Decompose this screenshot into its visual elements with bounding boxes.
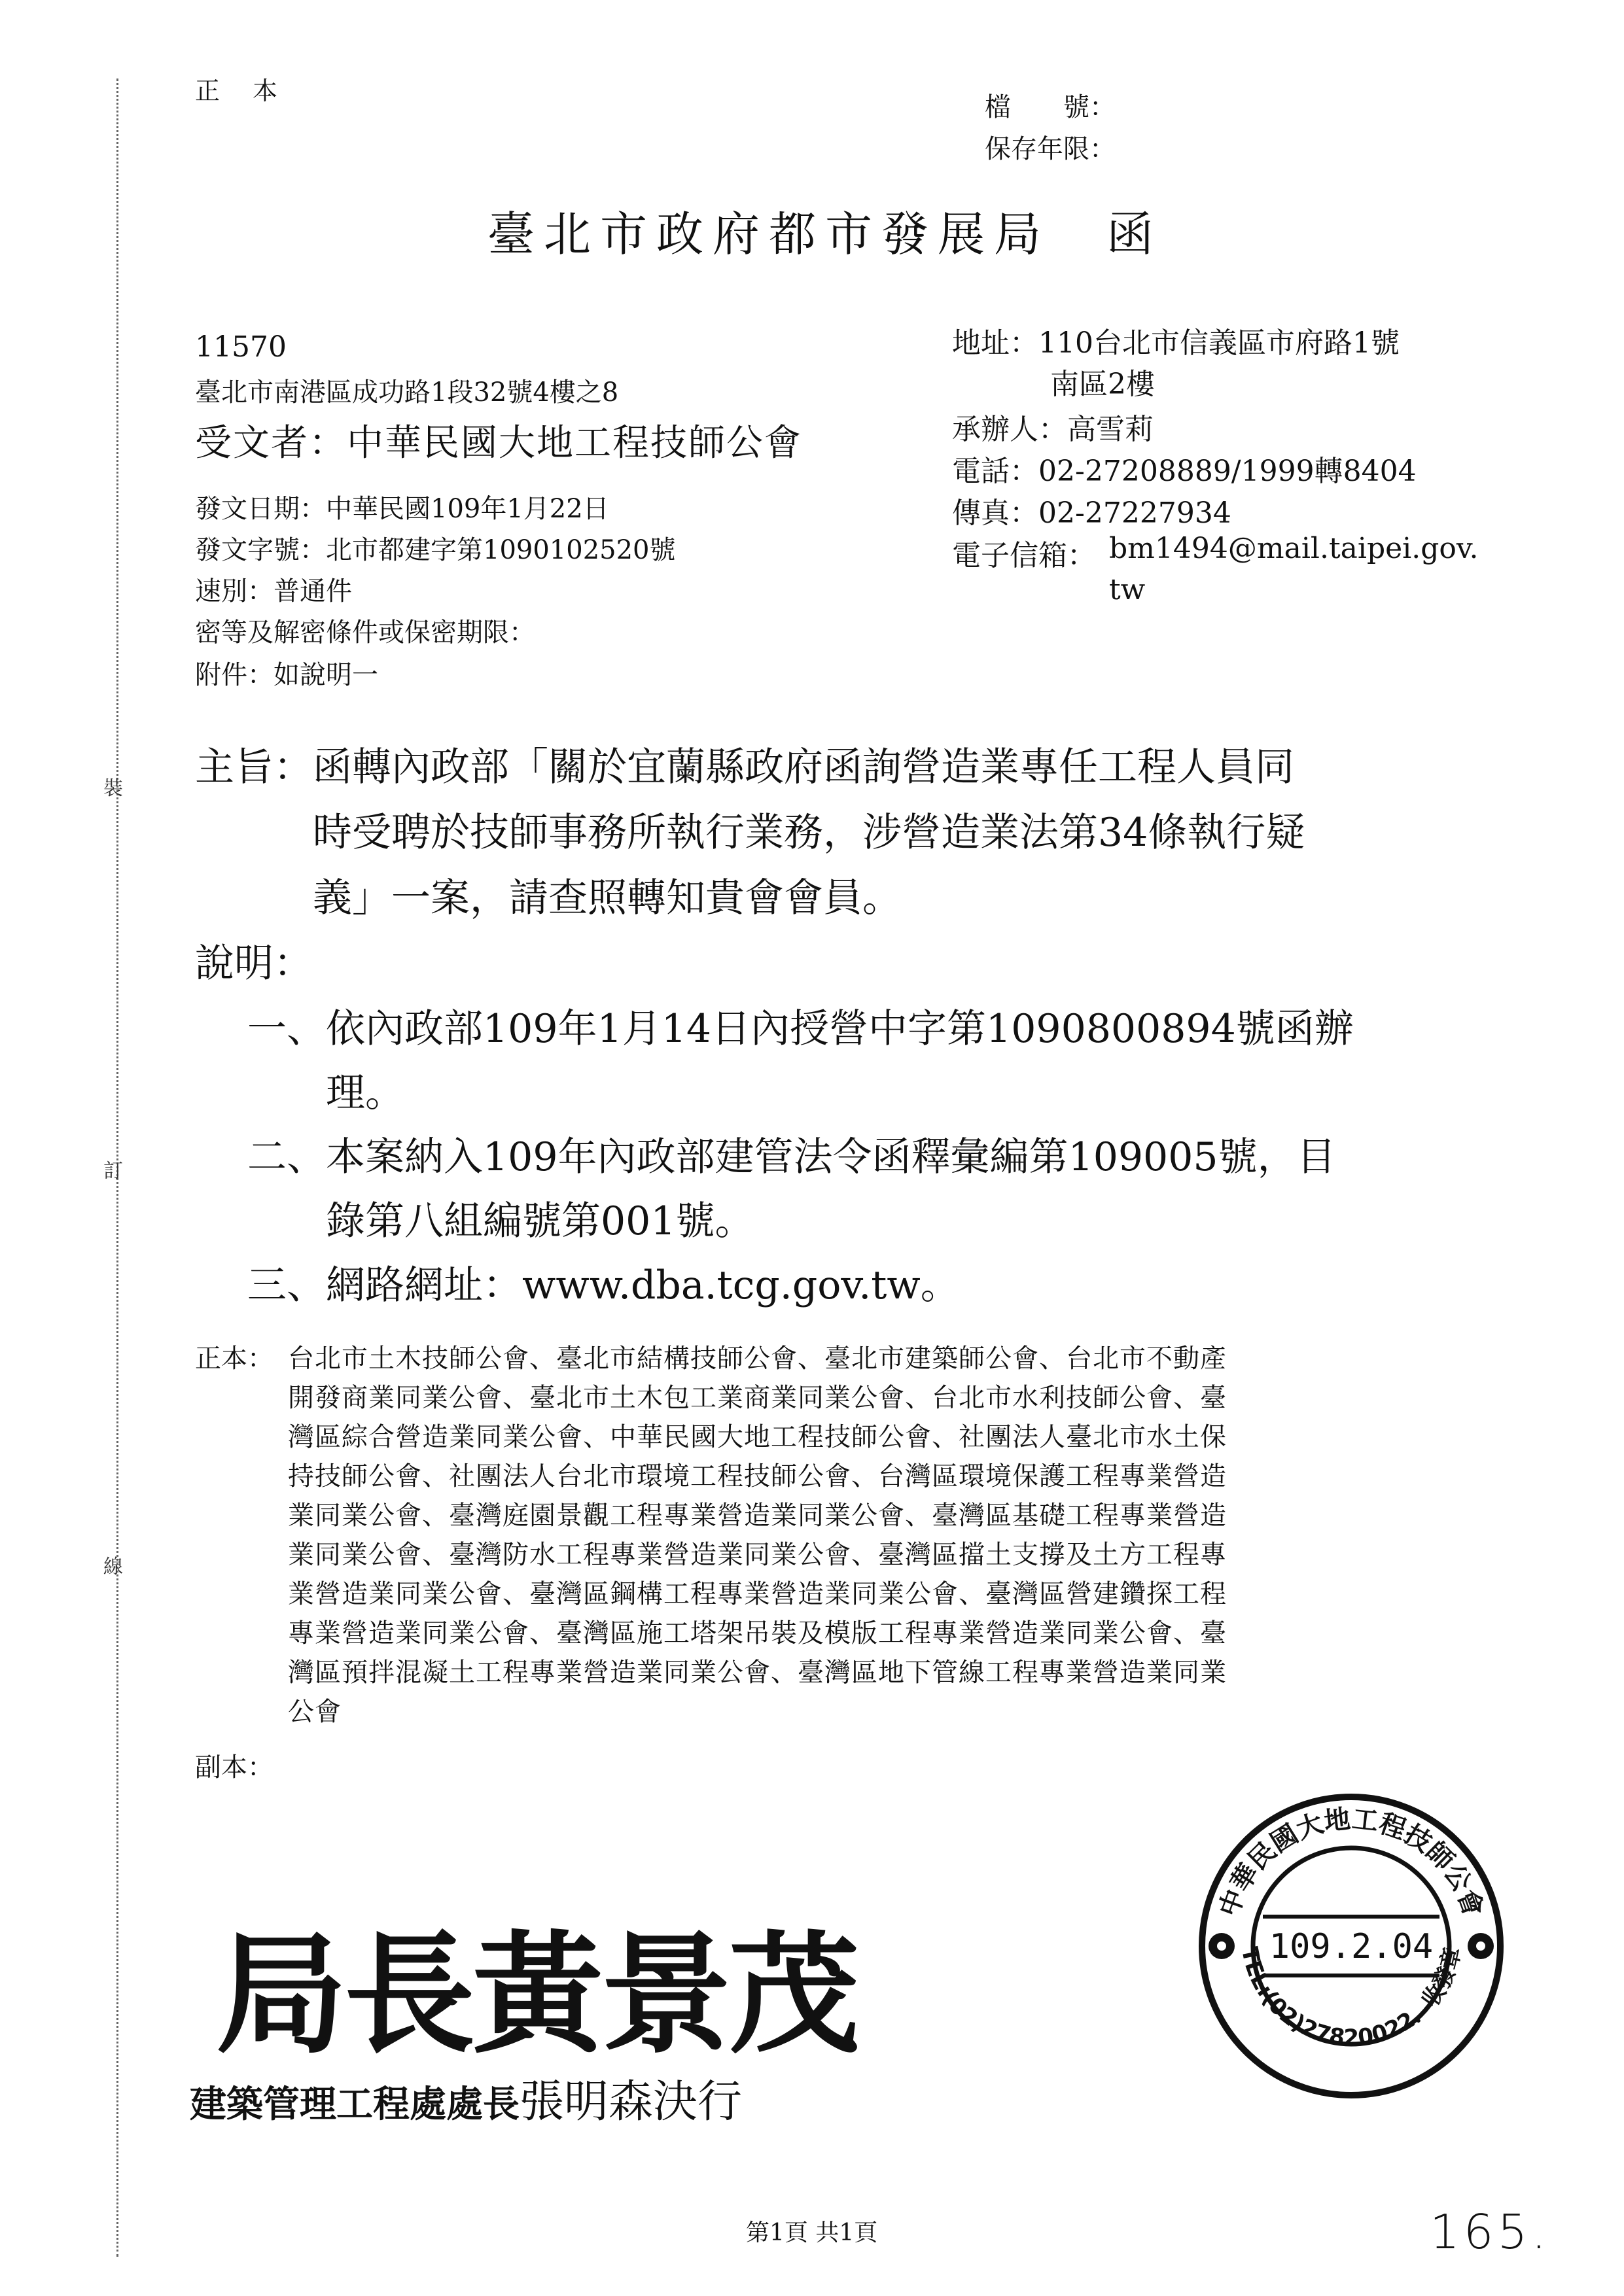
- explanation-item-1: 一、依內政部109年1月14日內授營中字第1090800894號函辦: [247, 1006, 1354, 1052]
- subject-label: 主旨：: [195, 744, 313, 790]
- stamp-tel-text: TEL:(02)27820022．收發章: [1236, 1944, 1467, 2051]
- cc-line: 公會: [288, 1697, 342, 1727]
- sender-address-line2: 南區2樓: [1050, 368, 1155, 401]
- sender-address-line1: 地址：110台北市信義區市府路1號: [952, 326, 1400, 360]
- file-number-label: 檔 號：: [985, 92, 1116, 122]
- postal-code: 11570: [195, 330, 287, 364]
- explanation-item-1-cont: 理。: [326, 1070, 404, 1116]
- attachment: 附件：如說明一: [195, 660, 378, 690]
- cc-line: 業同業公會、臺灣防水工程專業營造業同業公會、臺灣區擋土支撐及土方工程專: [288, 1540, 1227, 1570]
- email-address-line2: tw: [1109, 573, 1146, 606]
- explanation-item-3: 三、網路網址：www.dba.tcg.gov.tw。: [247, 1262, 960, 1308]
- copy-to-label: 副本：: [195, 1752, 274, 1783]
- page-number: 第1頁 共1頁: [746, 2219, 878, 2246]
- binding-mark-zhuang: 裝: [103, 777, 123, 800]
- cc-line: 開發商業同業公會、臺北市土木包工業商業同業公會、台北市水利技師公會、臺: [288, 1383, 1227, 1413]
- cc-line: 業營造業同業公會、臺灣區鋼構工程專業營造業同業公會、臺灣區營建鑽探工程: [288, 1579, 1227, 1609]
- email-address-line1: bm1494@mail.taipei.gov.: [1109, 532, 1479, 565]
- phone-number: 電話：02-27208889/1999轉8404: [952, 455, 1417, 488]
- receipt-stamp: [1194, 1789, 1508, 2103]
- recipient-address: 臺北市南港區成功路1段32號4樓之8: [195, 377, 619, 408]
- cc-line: 灣區綜合營造業同業公會、中華民國大地工程技師公會、社團法人臺北市水土保: [288, 1422, 1227, 1452]
- document-title: 臺北市政府都市發展局 函: [487, 207, 1163, 262]
- cc-line: 業同業公會、臺灣庭園景觀工程專業營造業同業公會、臺灣區基礎工程專業營造: [288, 1501, 1227, 1531]
- delegate-title: 建築管理工程處處長: [190, 2083, 520, 2126]
- binding-mark-ding: 訂: [103, 1160, 123, 1183]
- document-number: 發文字號：北市都建字第1090102520號: [195, 535, 676, 565]
- fax-number: 傳真：02-27227934: [952, 496, 1231, 530]
- cc-line: 灣區預拌混凝土工程專業營造業同業公會、臺灣區地下管線工程專業營造業同業: [288, 1658, 1227, 1688]
- recipient-name: 受文者：中華民國大地工程技師公會: [195, 422, 802, 464]
- delegate-line: [190, 2076, 743, 2128]
- copy-mark: 正 本: [195, 77, 282, 105]
- delegate-name: 張明森決行: [520, 2076, 743, 2128]
- subject-line: 時受聘於技師事務所執行業務，涉營造業法第34條執行疑: [313, 810, 1305, 856]
- email-label: 電子信箱：: [952, 539, 1096, 572]
- cc-line: 持技師公會、社團法人台北市環境工程技師公會、台灣區環境保護工程專業營造: [288, 1461, 1227, 1491]
- retention-label: 保存年限：: [985, 134, 1116, 164]
- secrecy-level: 密等及解密條件或保密期限：: [195, 617, 535, 648]
- explanation-label: 說明：: [195, 941, 313, 986]
- cc-line: 台北市土木技師公會、臺北市結構技師公會、臺北市建築師公會、台北市不動產: [288, 1344, 1227, 1374]
- handwritten-page-count: 165.: [1430, 2204, 1551, 2259]
- issue-date: 發文日期：中華民國109年1月22日: [195, 494, 609, 524]
- delivery-speed: 速別：普通件: [195, 576, 352, 606]
- stamp-flower-left-icon: [1209, 1933, 1235, 1959]
- binding-mark-xian: 線: [103, 1556, 123, 1578]
- director-signature: [216, 1918, 858, 2072]
- explanation-item-2: 二、本案納入109年內政部建管法令函釋彙編第109005號，目: [247, 1134, 1336, 1180]
- stamp-date: 109.2.04: [1269, 1927, 1434, 1966]
- subject-line: 義」一案，請查照轉知貴會會員。: [313, 875, 902, 921]
- stamp-org-text: 中華民國大地工程技師公會: [1214, 1804, 1489, 1921]
- stamp-flower-right-icon: [1468, 1933, 1494, 1959]
- cc-label: 正本：: [195, 1344, 274, 1374]
- officer-name: 承辦人：高雪莉: [952, 413, 1154, 446]
- director-name: 局長黃景茂: [216, 1918, 858, 2072]
- cc-line: 專業營造業同業公會、臺灣區施工塔架吊裝及模版工程專業營造業同業公會、臺: [288, 1618, 1227, 1648]
- explanation-item-2-cont: 錄第八組編號第001號。: [326, 1198, 754, 1244]
- subject-line: 函轉內政部「關於宜蘭縣政府函詢營造業專任工程人員同: [313, 744, 1294, 790]
